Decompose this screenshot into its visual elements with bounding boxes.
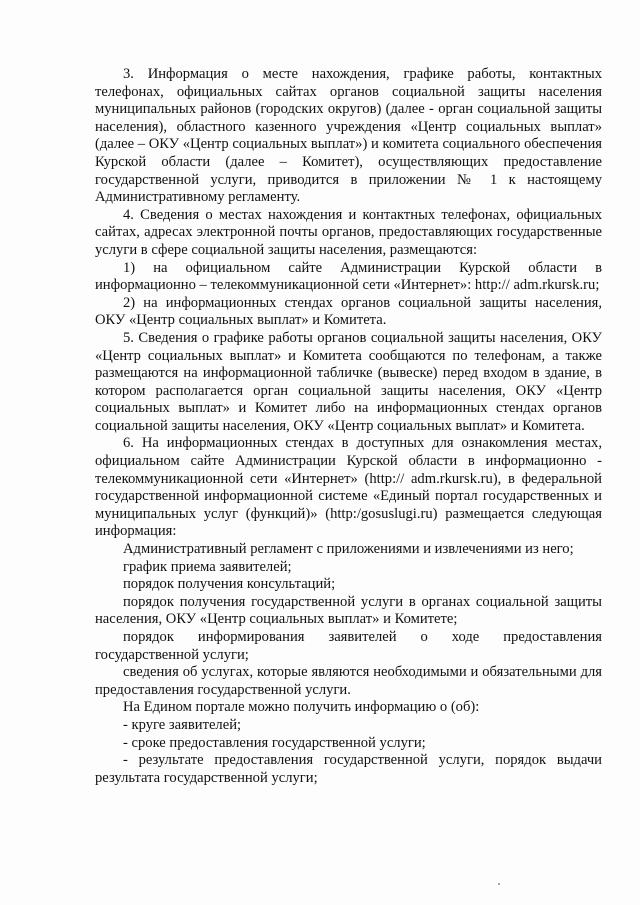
document-body (95, 66, 602, 787)
list-item-2: 2) на информационных стендах органов социальной защиты населения, ОКУ «Центр социальных выплат» и Комитета. (95, 294, 602, 329)
portal-intro: На Едином портале можно получить информацию о (об): (123, 699, 480, 716)
paragraph-5: 5. Сведения о графике работы органов социальной защиты населения, ОКУ «Центр социальных выплат» и Комитета сообщаются по телефонам, а также размещаются на информационной табличке (вывеске) перед входом в здание, в котором располагается орган социальной защиты населения, ОКУ «Центр социальных выплат» и Комитет либо на информационных стендах органов социальной защиты населения, ОКУ «Центр социальных выплат» и Комитета. (95, 329, 602, 434)
portal-item-term: - сроке предоставления государственной услуги; (123, 734, 426, 751)
info-item-schedule: график приема заявителей; (123, 558, 292, 575)
info-item-service-order: порядок получения государственной услуги в органах социальной защиты населения, ОКУ «Центр социальных выплат» и Комитете; (95, 593, 602, 628)
info-item-informing: порядок информирования заявителей о ходе предоставления государственной услуги; (95, 629, 602, 663)
info-item-consultations: порядок получения консультаций; (123, 576, 336, 593)
list-item-1: 1) на официальном сайте Администрации Курской области в информационно – телекоммуникационной сети «Интернет»: http:// adm.rkursk.ru; (95, 259, 602, 294)
paragraph-3: 3. Информация о месте нахождения, графике работы, контактных телефонах, официальных сайтах органов социальной защиты населения муниципальных районов (городских округов) (далее - орган социальной защиты населения), областного казенного учреждения «Центр социальных выплат» (далее – ОКУ «Центр социальных выплат») и комитета социального обеспечения Курской области (далее – Комитет), осуществляющих предоставление государственной услуги, приводится в приложении № 1 к настоящему Административному регламенту. (95, 66, 602, 206)
info-item-required-services: сведения об услугах, которые являются необходимыми и обязательными для предоставления государственной услуги. (95, 664, 602, 698)
paragraph-6: 6. На информационных стендах в доступных для ознакомления местах, официальном сайте Администрации Курской области в информационно - телекоммуникационной сети «Интернет» (http:// adm.rkursk.ru), в федеральной государственной информационной системе «Единый портал государственных и муниципальных услуг (функций)» (http:/gosuslugi.ru) размещается следующая информация: (95, 435, 602, 540)
info-item-regulation: Административный регламент с приложениями и извлечениями из него; (123, 541, 574, 558)
paragraph-4: 4. Сведения о местах нахождения и контактных телефонах, официальных сайтах, адресах электронной почты органов, предоставляющих государственные услуги в сфере социальной защиты населения, размещаются: (95, 206, 602, 258)
portal-item-applicants: - круге заявителей; (123, 716, 242, 733)
portal-item-result: - результате предоставления государственной услуги, порядок выдачи результата государственной услуги; (95, 752, 602, 786)
scan-speck (498, 883, 500, 885)
